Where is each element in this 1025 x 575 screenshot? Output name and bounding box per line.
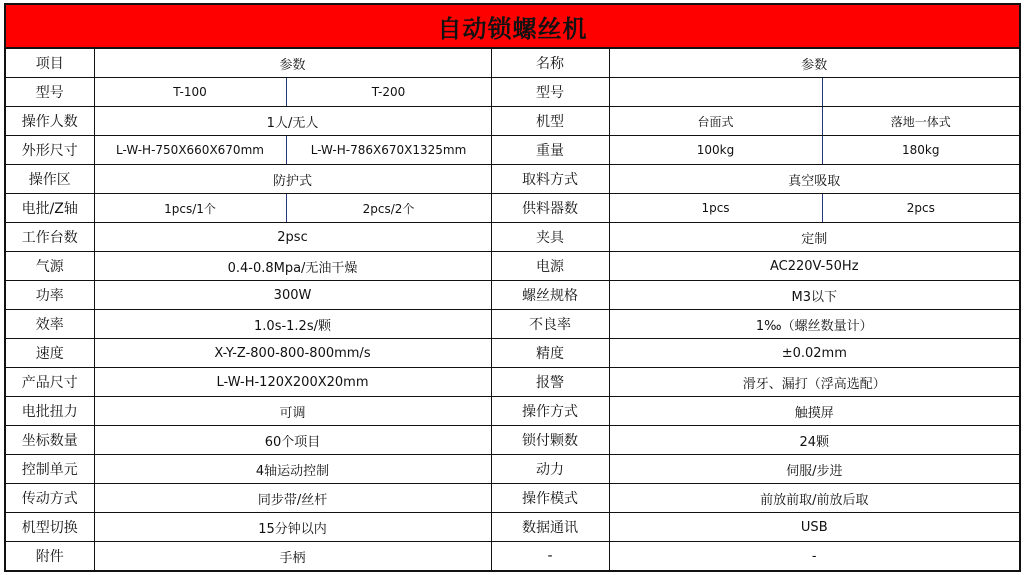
left-param-name: 附件 [6,542,94,571]
right-param-value: 前放前取/前放后取 [609,484,1019,513]
right-param-value: 触摸屏 [609,397,1019,426]
left-param-value: T-200 [286,78,491,107]
table-row [6,310,1019,339]
right-param-value: 100kg [609,136,822,165]
left-param-value: T-100 [94,78,286,107]
left-param-value: L-W-H-750X660X670mm [94,136,286,165]
right-param-name: 精度 [491,339,609,368]
left-param-name: 气源 [6,252,94,281]
table-row [6,223,1019,252]
left-param-name: 电批/Z轴 [6,194,94,223]
left-param-value: 2pcs/2个 [286,194,491,223]
left-param-value: 2psc [94,223,491,252]
left-param-name: 机型切换 [6,513,94,542]
left-param-name: 传动方式 [6,484,94,513]
right-param-value: 定制 [609,223,1019,252]
table-row [6,194,1019,223]
left-param-value: 300W [94,281,491,310]
right-param-name: 锁付颗数 [491,426,609,455]
right-param-name: 操作方式 [491,397,609,426]
right-param-value: 台面式 [609,107,822,136]
table-row [6,252,1019,281]
right-param-value: 参数 [609,49,1019,78]
left-param-value: 参数 [94,49,491,78]
spec-table-body [6,49,1019,570]
right-param-name: 螺丝规格 [491,281,609,310]
right-param-value [609,78,822,107]
right-param-value: 滑牙、漏打（浮高选配） [609,368,1019,397]
left-param-name: 工作台数 [6,223,94,252]
left-param-value: 4轴运动控制 [94,455,491,484]
right-param-name: 电源 [491,252,609,281]
left-param-value: 同步带/丝杆 [94,484,491,513]
left-param-value: 手柄 [94,542,491,571]
left-param-name: 控制单元 [6,455,94,484]
right-param-name: - [491,542,609,571]
right-param-name: 操作模式 [491,484,609,513]
right-param-name: 型号 [491,78,609,107]
left-param-name: 电批扭力 [6,397,94,426]
spec-sheet [4,3,1021,572]
right-param-value: M3以下 [609,281,1019,310]
right-param-value: 180kg [822,136,1019,165]
table-row [6,484,1019,513]
table-row [6,281,1019,310]
left-param-value: 60个项目 [94,426,491,455]
left-param-value: 可调 [94,397,491,426]
table-row [6,49,1019,78]
left-param-value: L-W-H-120X200X20mm [94,368,491,397]
right-param-name: 报警 [491,368,609,397]
right-param-value: 伺服/步进 [609,455,1019,484]
table-row [6,165,1019,194]
table-row [6,136,1019,165]
left-param-name: 操作区 [6,165,94,194]
left-param-value: 0.4-0.8Mpa/无油干燥 [94,252,491,281]
right-param-name: 供料器数 [491,194,609,223]
table-row [6,513,1019,542]
right-param-value [822,78,1019,107]
left-param-name: 项目 [6,49,94,78]
right-param-name: 名称 [491,49,609,78]
table-row [6,107,1019,136]
spec-table [6,49,1019,570]
right-param-name: 数据通讯 [491,513,609,542]
left-param-name: 速度 [6,339,94,368]
sheet-title: 自动锁螺丝机 [437,14,588,43]
left-param-value: 1人/无人 [94,107,491,136]
left-param-name: 外形尺寸 [6,136,94,165]
table-row [6,426,1019,455]
left-param-value: 1.0s-1.2s/颗 [94,310,491,339]
title-bar [6,5,1019,49]
right-param-name: 夹具 [491,223,609,252]
right-param-value: 真空吸取 [609,165,1019,194]
left-param-name: 效率 [6,310,94,339]
right-param-value: 1pcs [609,194,822,223]
left-param-value: 15分钟以内 [94,513,491,542]
right-param-value: ±0.02mm [609,339,1019,368]
table-row [6,542,1019,571]
right-param-value: AC220V-50Hz [609,252,1019,281]
table-row [6,78,1019,107]
left-param-name: 坐标数量 [6,426,94,455]
left-param-value: L-W-H-786X670X1325mm [286,136,491,165]
left-param-name: 型号 [6,78,94,107]
right-param-name: 动力 [491,455,609,484]
right-param-name: 不良率 [491,310,609,339]
right-param-value: 1‰（螺丝数量计） [609,310,1019,339]
right-param-name: 机型 [491,107,609,136]
left-param-name: 功率 [6,281,94,310]
table-row [6,455,1019,484]
left-param-value: 1pcs/1个 [94,194,286,223]
right-param-name: 取料方式 [491,165,609,194]
right-param-value: - [609,542,1019,571]
right-param-value: 2pcs [822,194,1019,223]
right-param-value: 24颗 [609,426,1019,455]
right-param-value: 落地一体式 [822,107,1019,136]
table-row [6,368,1019,397]
table-row [6,397,1019,426]
right-param-value: USB [609,513,1019,542]
table-row [6,339,1019,368]
left-param-name: 操作人数 [6,107,94,136]
left-param-value: X-Y-Z-800-800-800mm/s [94,339,491,368]
right-param-name: 重量 [491,136,609,165]
left-param-value: 防护式 [94,165,491,194]
left-param-name: 产品尺寸 [6,368,94,397]
